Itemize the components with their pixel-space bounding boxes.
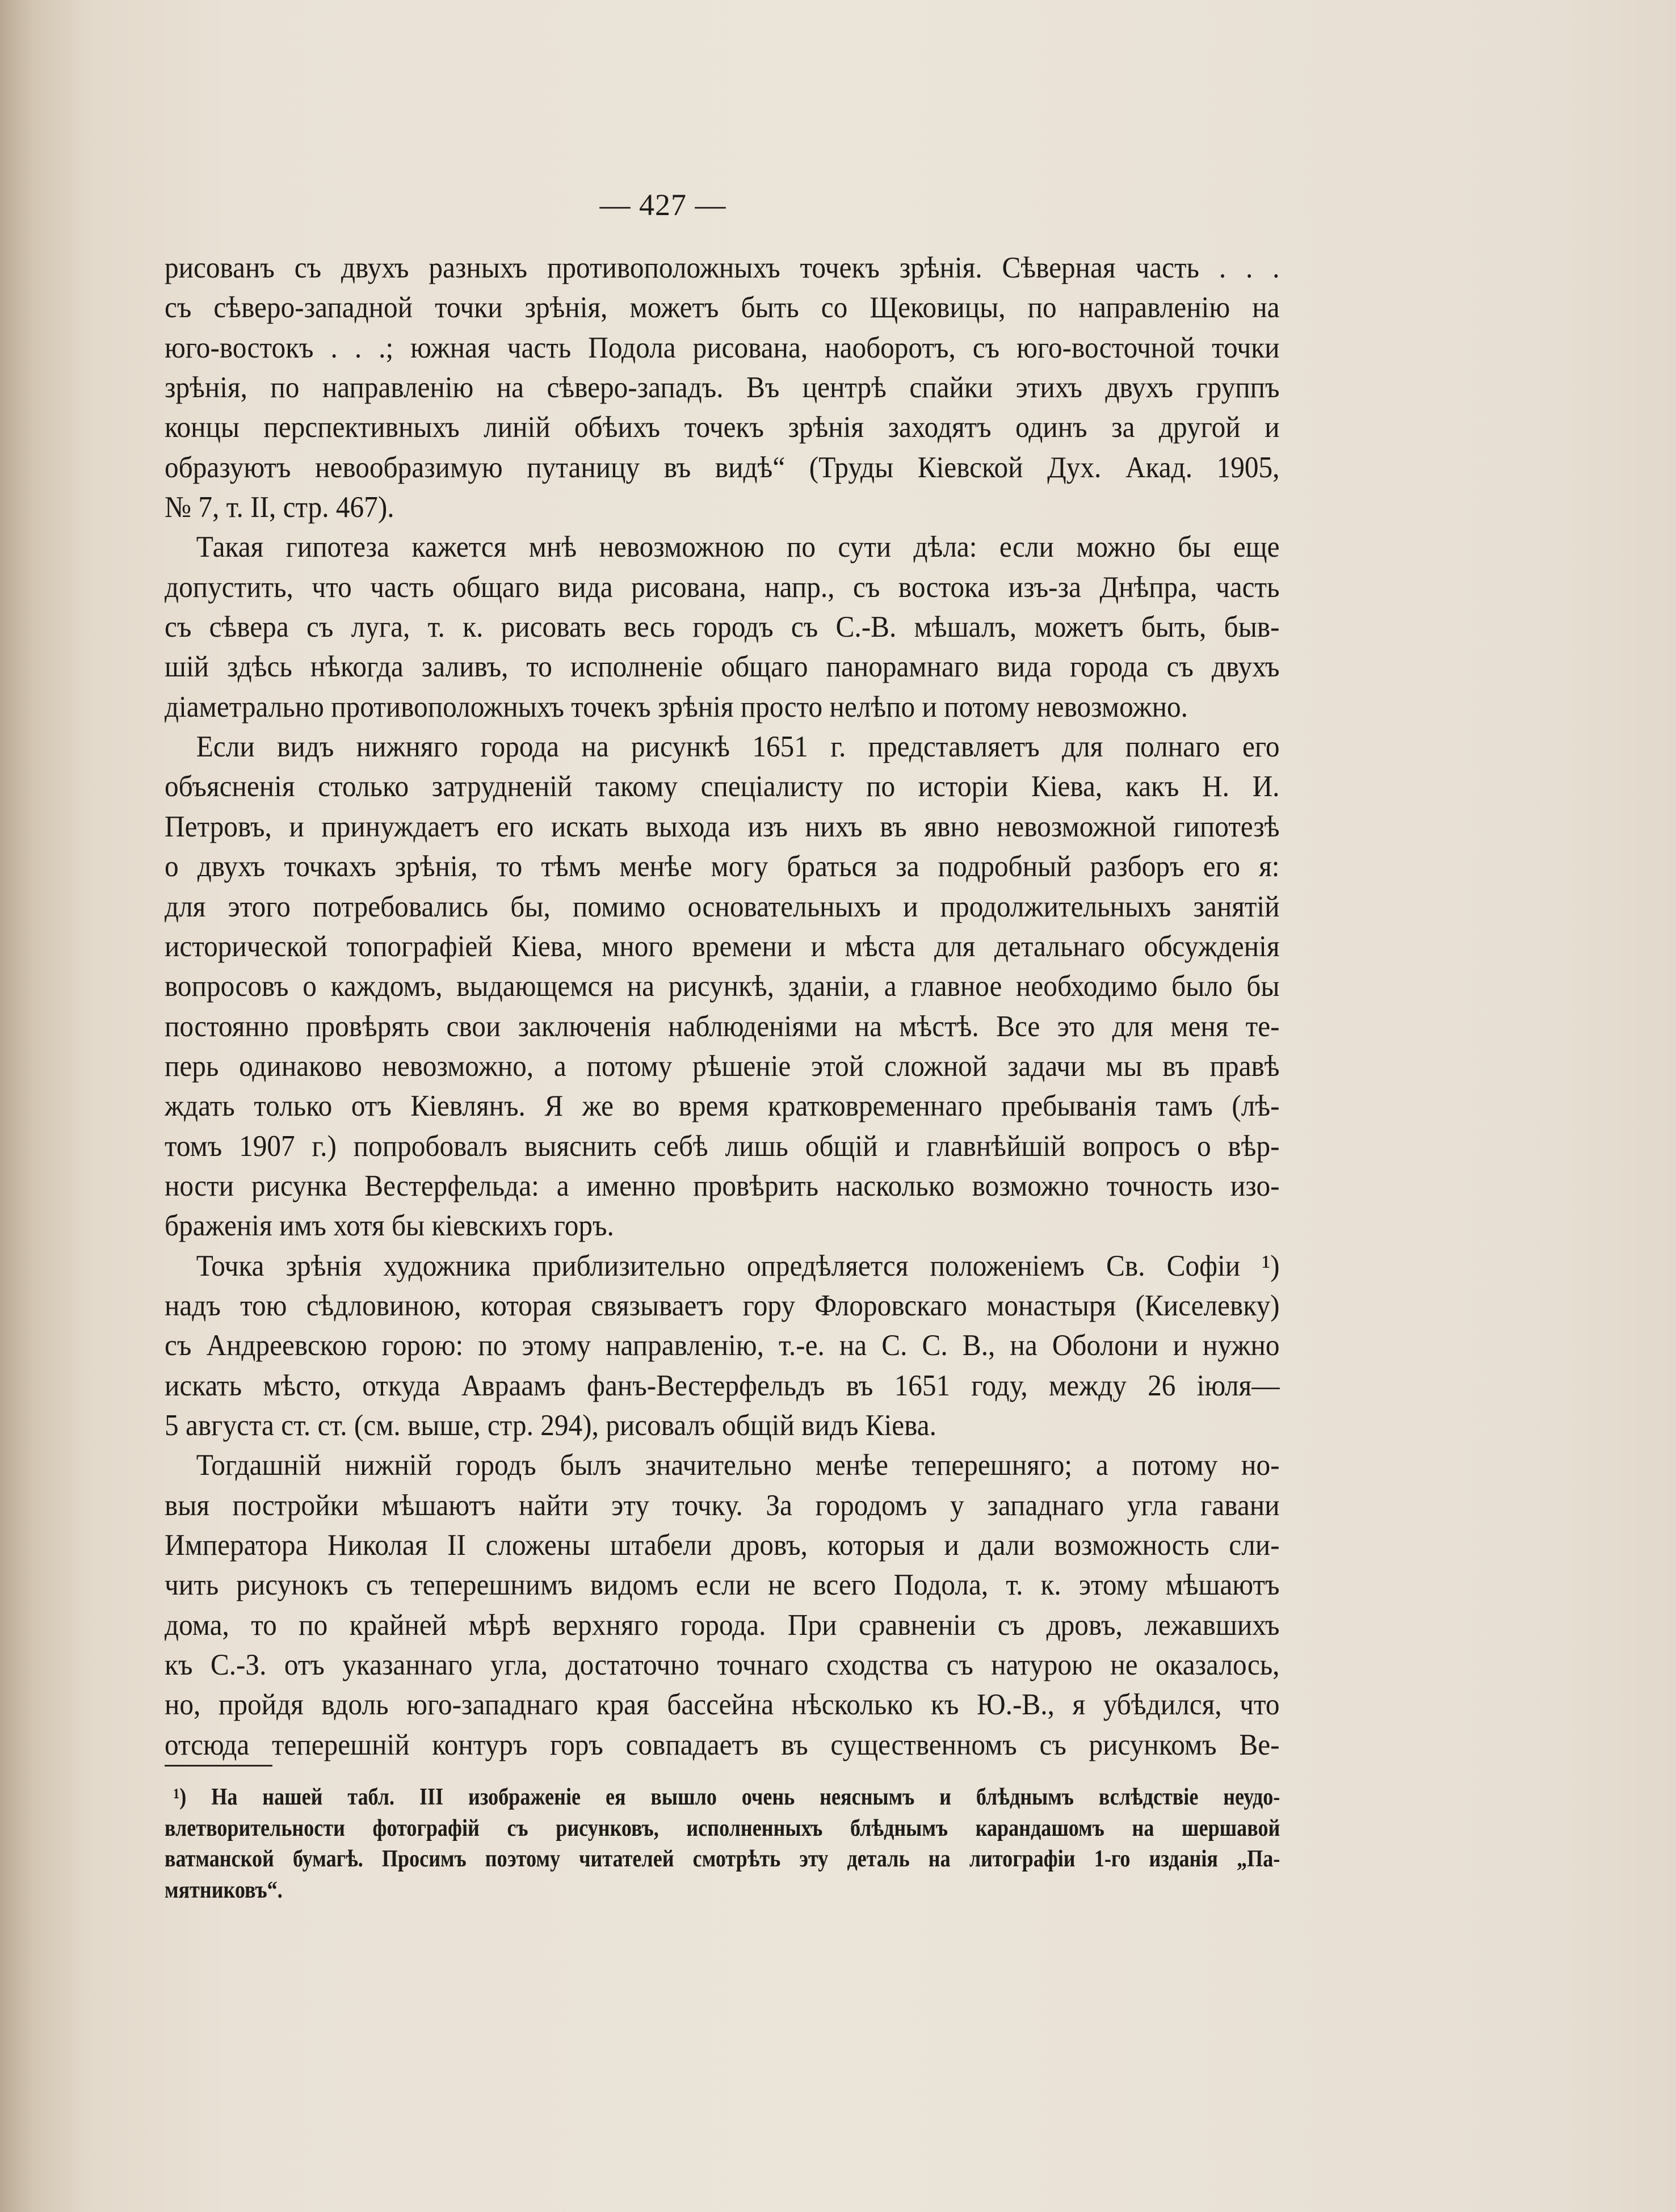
text-line: образуютъ невообразимую путаницу въ видѣ“ (Труды Кіевской Дух. Акад. 1905, <box>165 451 1280 484</box>
text-line: Петровъ, и принуждаетъ его искать выхода изъ нихъ въ явно невозможной гипотезѣ <box>165 810 1280 843</box>
text-line: юго-востокъ . . .; южная часть Подола рисована, наоборотъ, съ юго-восточной точки <box>165 331 1280 364</box>
text-line: Точка зрѣнія художника приблизительно опредѣляется положеніемъ Св. Софіи ¹) <box>196 1249 1280 1282</box>
text-line: съ сѣвера съ луга, т. к. рисовать весь городъ съ С.-В. мѣшалъ, можетъ быть, быв- <box>165 611 1280 644</box>
text-line: о двухъ точкахъ зрѣнія, то тѣмъ менѣе могу браться за подробный разборъ его я: <box>165 850 1280 884</box>
text-line: чить рисунокъ съ теперешнимъ видомъ если не всего Подола, т. к. этому мѣшаютъ <box>165 1568 1280 1602</box>
text-line: зрѣнія, по направленію на сѣверо-западъ. Въ центрѣ спайки этихъ двухъ группъ <box>165 371 1280 405</box>
footnote-line: ¹) На нашей табл. III изображеніе ея вышло очень неяснымъ и блѣднымъ вслѣдствіе неудо- <box>173 1784 1280 1810</box>
footnote <box>165 1782 1280 1906</box>
text-line: дома, то по крайней мѣрѣ верхняго города. При сравненіи съ дровъ, лежавшихъ <box>165 1608 1280 1642</box>
text-line: 5 августа ст. ст. (см. выше, стр. 294), рисовалъ общій видъ Кіева. <box>165 1408 936 1442</box>
paragraph <box>165 527 1280 727</box>
footnote-line: мятниковъ“. <box>165 1877 283 1904</box>
text-line: Императора Николая II сложены штабели дровъ, которыя и дали возможность сли- <box>165 1529 1280 1562</box>
text-line: ждать только отъ Кіевлянъ. Я же во время кратковременнаго пребыванія тамъ (лѣ- <box>165 1090 1280 1123</box>
page-number: — 427 — <box>599 188 726 222</box>
text-line: искать мѣсто, откуда Авраамъ фанъ-Вестерфельдъ въ 1651 году, между 26 іюля— <box>165 1369 1280 1402</box>
text-line: діаметрально противоположныхъ точекъ зрѣнія просто нелѣпо и потому невозможно. <box>165 690 1188 724</box>
text-line: къ С.-З. отъ указаннаго угла, достаточно точнаго сходства съ натурою не оказалось, <box>165 1649 1280 1682</box>
text-line: выя постройки мѣшаютъ найти эту точку. За городомъ у западнаго угла гавани <box>165 1488 1280 1522</box>
footnote-line: влетворительности фотографій съ рисунковъ, исполненныхъ блѣднымъ карандашомъ на шершавой <box>165 1815 1280 1841</box>
text-line: отсюда теперешній контуръ горъ совпадаетъ въ существенномъ съ рисункомъ Ве- <box>165 1728 1280 1761</box>
text-line: объясненія столько затрудненій такому спеціалисту по исторіи Кіева, какъ Н. И. <box>165 770 1280 804</box>
text-line: Тогдашній нижній городъ былъ значительно менѣе теперешняго; а потому но- <box>196 1449 1280 1482</box>
text-line: но, пройдя вдоль юго-западнаго края бассейна нѣсколько къ Ю.-В., я убѣдился, что <box>165 1688 1280 1722</box>
text-line: допустить, что часть общаго вида рисована, напр., съ востока изъ-за Днѣпра, часть <box>165 570 1280 604</box>
text-line: вопросовъ о каждомъ, выдающемся на рисункѣ, зданіи, а главное необходимо было бы <box>165 970 1280 1003</box>
text-line: постоянно провѣрять свои заключенія наблюденіями на мѣстѣ. Все это для меня те- <box>165 1010 1280 1043</box>
text-line: браженія имъ хотя бы кіевскихъ горъ. <box>165 1209 614 1243</box>
footnote-line: ватманской бумагѣ. Просимъ поэтому читателей смотрѣть эту деталь на литографіи 1-го изданія „Па- <box>165 1846 1280 1873</box>
text-line: № 7, т. II, стр. 467). <box>165 491 394 524</box>
text-line: ности рисунка Вестерфельда: а именно провѣрить насколько возможно точность изо- <box>165 1169 1280 1202</box>
text-line: съ сѣверо-западной точки зрѣнія, можетъ быть со Щековицы, по направленію на <box>165 291 1280 325</box>
text-line: томъ 1907 г.) попробовалъ выяснить себѣ лишь общій и главнѣйшій вопросъ о вѣр- <box>165 1129 1280 1163</box>
text-line: для этого потребовались бы, помимо основательныхъ и продолжительныхъ занятій <box>165 890 1280 923</box>
body-text <box>165 248 1280 1765</box>
paragraph <box>165 1246 1280 1446</box>
text-line: шій здѣсь нѣкогда заливъ, то исполненіе общаго панорамнаго вида города съ двухъ <box>165 650 1280 684</box>
text-line: надъ тою сѣдловиною, которая связываетъ гору Флоровскаго монастыря (Киселевку) <box>165 1289 1280 1322</box>
paragraph <box>165 1445 1280 1765</box>
footnote-divider <box>165 1765 272 1767</box>
paragraph <box>165 727 1280 1246</box>
text-line: исторической топографіей Кіева, много времени и мѣста для детальнаго обсужденія <box>165 930 1280 963</box>
text-line: рисованъ съ двухъ разныхъ противоположныхъ точекъ зрѣнія. Сѣверная часть . . . <box>165 251 1280 284</box>
text-line: Если видъ нижняго города на рисункѣ 1651 г. представляетъ для полнаго его <box>196 730 1280 764</box>
paragraph <box>165 248 1280 527</box>
text-line: концы перспективныхъ линій обѣихъ точекъ зрѣнія заходятъ одинъ за другой и <box>165 411 1280 444</box>
text-line: Такая гипотеза кажется мнѣ невозможною по сути дѣла: если можно бы еще <box>196 531 1280 564</box>
text-line: съ Андреевскою горою: по этому направленію, т.-е. на С. С. В., на Оболони и нужно <box>165 1329 1280 1362</box>
text-line: перь одинаково невозможно, а потому рѣшеніе этой сложной задачи мы въ правѣ <box>165 1049 1280 1083</box>
